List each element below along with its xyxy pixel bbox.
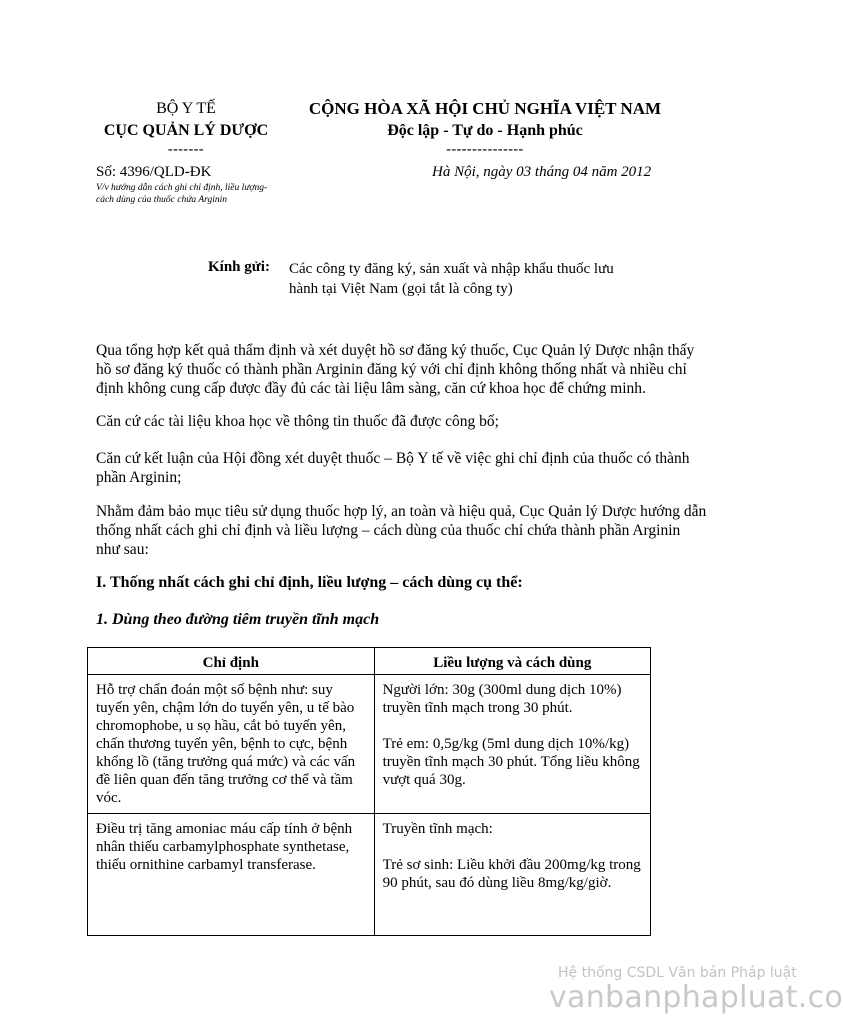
dosage-cell [374, 675, 650, 814]
indication-cell: Hỗ trợ chẩn đoán một số bệnh như: suy tuyến yên, chậm lớn do tuyến yên, u tế bào chromophobe, u sọ hầu, cắt bỏ tuyến yên, chấn thương tuyến yên, bệnh to cực, bệnh khổng lồ (tăng trưởng quá mức) và các vấn đề liên quan đến tăng trưởng cơ thể và tầm vóc. [88, 675, 375, 814]
national-motto: Độc lập - Tự do - Hạnh phúc [387, 122, 583, 139]
paragraph: Qua tổng hợp kết quả thẩm định và xét duyệt hồ sơ đăng ký thuốc, Cục Quản lý Dược nhận thấy hồ sơ đăng ký thuốc có thành phần Arginin đăng ký với chỉ định không thống nhất và nhiều chỉ định không cung cấp được đầy đủ các tài liệu lâm sàng, căn cứ khoa học để chứng minh. [96, 342, 695, 397]
ministry-name: BỘ Y TẾ [156, 100, 216, 117]
paragraph: Căn cứ kết luận của Hội đồng xét duyệt thuốc – Bộ Y tế về việc ghi chỉ định của thuốc có thành phần Arginin; [96, 450, 690, 486]
recipient-line-2: hành tại Việt Nam (gọi tắt là công ty) [289, 281, 513, 297]
document-number: Số: 4396/QLD-ĐK [96, 164, 212, 180]
subject-line-1: V/v hướng dẫn cách ghi chỉ định, liều lượng- [96, 183, 268, 193]
subject-line-2: cách dùng của thuốc chứa Arginin [96, 195, 228, 205]
motto-underline: --------------- [446, 142, 524, 157]
spacer [383, 717, 642, 735]
recipient-label: Kính gửi: [208, 259, 270, 275]
department-name: CỤC QUẢN LÝ DƯỢC [103, 122, 269, 139]
section-heading: I. Thống nhất cách ghi chỉ định, liều lượng – cách dùng cụ thể: [96, 574, 523, 591]
watermark-caption: Hệ thống CSDL Văn bản Pháp luật [558, 965, 797, 981]
paragraph: Căn cứ các tài liệu khoa học về thông tin thuốc đã được công bố; [96, 413, 499, 430]
recipient-line-1: Các công ty đăng ký, sản xuất và nhập khẩu thuốc lưu [289, 261, 614, 277]
dosage-text: Trẻ em: 0,5g/kg (5ml dung dịch 10%/kg) truyền tĩnh mạch 30 phút. Tổng liều không vượt quá 30g. [382, 736, 640, 788]
subsection-heading: 1. Dùng theo đường tiêm truyền tĩnh mạch [96, 611, 380, 628]
recipient-text [289, 259, 649, 299]
paragraph: Nhằm đảm bảo mục tiêu sử dụng thuốc hợp lý, an toàn và hiệu quả, Cục Quản lý Dược hướng dẫn thống nhất cách ghi chỉ định và liều lượng – cách dùng của thuốc chỉ chứa thành phần Arginin như sau: [96, 503, 707, 558]
table-row [88, 675, 651, 814]
table-header-row [88, 648, 651, 675]
dosage-text: Trẻ sơ sinh: Liều khởi đầu 200mg/kg trong 90 phút, sau đó dùng liều 8mg/kg/giờ. [382, 857, 641, 891]
column-header-indication: Chỉ định [88, 648, 375, 675]
document-subject [96, 182, 306, 206]
issuer-block [96, 98, 276, 158]
document-date: Hà Nội, ngày 03 tháng 04 năm 2012 [432, 164, 652, 180]
spacer [383, 838, 642, 856]
dosage-text: Truyền tĩnh mạch: [382, 821, 493, 837]
column-header-dosage: Liều lượng và cách dùng [374, 648, 650, 675]
watermark-site: vanbanphapluat.co [549, 980, 843, 1015]
department-underline: ------- [167, 142, 205, 157]
dosage-text: Người lớn: 30g (300ml dung dịch 10%) truyền tĩnh mạch trong 30 phút. [382, 682, 622, 716]
dosage-cell [374, 814, 650, 936]
country-name: CỘNG HÒA XÃ HỘI CHỦ NGHĨA VIỆT NAM [308, 99, 662, 118]
indication-cell: Điều trị tăng amoniac máu cấp tính ở bệnh nhân thiếu carbamylphosphate synthetase, thiếu ornithine carbamyl transferase. [88, 814, 375, 936]
table-row [88, 814, 651, 936]
dosage-table [87, 647, 651, 936]
national-header [300, 98, 670, 158]
